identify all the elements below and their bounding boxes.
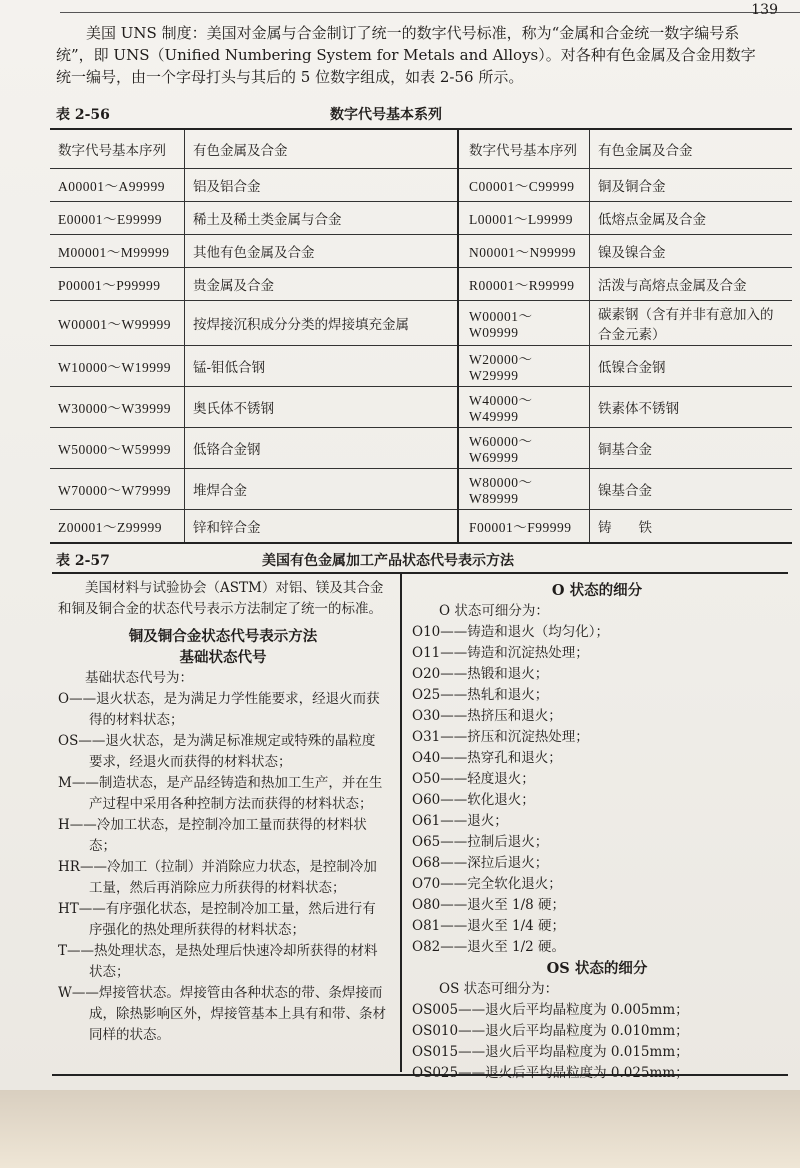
o-item: O10——铸造和退火（均匀化）； — [412, 624, 609, 640]
header-rule — [60, 12, 800, 13]
temper-item: M——制造状态，是产品经铸造和热加工生产，并在生产过程中采用各种控制方法而获得的材料状态； — [58, 775, 383, 812]
table-row — [50, 301, 792, 346]
temper-item: T——热处理状态，是热处理后快速冷却所获得的材料状态； — [58, 943, 378, 980]
code-cell: E00001～E99999 — [50, 202, 185, 235]
alloy-cell: 其他有色金属及合金 — [185, 235, 459, 268]
basic-temper-lead: 基础状态代号为： — [85, 670, 193, 686]
table-row — [50, 469, 792, 510]
code-cell: W10000～W19999 — [50, 346, 185, 387]
table2-title: 美国有色金属加工产品状态代号表示方法 — [262, 553, 514, 569]
o-subdivision-lead: O 状态可细分为： — [439, 603, 549, 619]
o-item: O40——热穿孔和退火； — [412, 750, 562, 766]
code-cell: W20000～W29999 — [458, 346, 590, 387]
os-item: OS010——退火后平均晶粒度为 0.010mm； — [412, 1023, 689, 1039]
os-item: OS025——退火后平均晶粒度为 0.025mm； — [412, 1065, 689, 1081]
code-cell: W30000～W39999 — [50, 387, 185, 428]
alloy-cell: 低铬合金钢 — [185, 428, 459, 469]
column-divider — [400, 572, 402, 1072]
o-item: O65——拉制后退火； — [412, 834, 549, 850]
code-cell: W00001～W99999 — [50, 301, 185, 346]
o-item: O70——完全软化退火； — [412, 876, 562, 892]
table2-number: 表 2-57 — [56, 553, 110, 569]
o-item: O61——退火； — [412, 813, 508, 829]
code-cell: F00001～F99999 — [458, 510, 590, 544]
code-cell: L00001～L99999 — [458, 202, 590, 235]
temper-item: HT——有序强化状态，是控制冷加工量，然后进行有序强化的热处理所获得的材料状态； — [58, 901, 376, 938]
o-item: O80——退火至 1/8 硬； — [412, 897, 566, 913]
code-cell: M00001～M99999 — [50, 235, 185, 268]
alloy-cell: 活泼与高熔点金属及合金 — [590, 268, 793, 301]
alloy-cell: 铜基合金 — [590, 428, 793, 469]
table-header-row — [50, 129, 792, 169]
alloy-cell: 低镍合金钢 — [590, 346, 793, 387]
alloy-cell: 镍及镍合金 — [590, 235, 793, 268]
table-row — [50, 428, 792, 469]
table-2-56 — [50, 128, 792, 544]
alloy-cell: 锌和锌合金 — [185, 510, 459, 544]
alloy-cell: 低熔点金属及合金 — [590, 202, 793, 235]
os-subdivision-heading: OS 状态的细分 — [546, 960, 648, 977]
os-subdivision-lead: OS 状态可细分为： — [439, 981, 559, 997]
code-cell: W70000～W79999 — [50, 469, 185, 510]
basic-temper-heading: 基础状态代号 — [179, 649, 267, 666]
os-item: OS015——退火后平均晶粒度为 0.015mm； — [412, 1044, 689, 1060]
temper-item: H——冷加工状态，是控制冷加工量而获得的材料状态； — [58, 817, 367, 854]
code-cell: W40000～W49999 — [458, 387, 590, 428]
alloy-cell: 稀土及稀土类金属与合金 — [185, 202, 459, 235]
table-row — [50, 235, 792, 268]
alloy-cell: 铝及铝合金 — [185, 169, 459, 202]
alloy-cell: 镍基合金 — [590, 469, 793, 510]
alloy-cell: 奥氏体不锈钢 — [185, 387, 459, 428]
copper-heading: 铜及铜合金状态代号表示方法 — [128, 628, 318, 645]
o-item: O25——热轧和退火； — [412, 687, 549, 703]
table-row — [50, 268, 792, 301]
alloy-cell: 铸 铁 — [590, 510, 793, 544]
alloy-cell: 锰-钼低合钢 — [185, 346, 459, 387]
code-cell: W50000～W59999 — [50, 428, 185, 469]
alloy-cell: 铜及铜合金 — [590, 169, 793, 202]
page-shadow — [0, 1090, 800, 1168]
o-item: O20——热锻和退火； — [412, 666, 549, 682]
code-cell: P00001～P99999 — [50, 268, 185, 301]
o-item: O30——热挤压和退火； — [412, 708, 562, 724]
alloy-cell: 堆焊合金 — [185, 469, 459, 510]
table1-title: 数字代号基本系列 — [330, 107, 442, 123]
page-number: 139 — [751, 2, 778, 18]
astm-intro: 美国材料与试验协会（ASTM）对铝、镁及其合金和铜及铜合金的状态代号表示方法制定了统一的标准。 — [58, 580, 384, 617]
o-item: O31——挤压和沉淀热处理； — [412, 729, 589, 745]
table-row — [50, 169, 792, 202]
temper-item: OS——退火状态，是为满足标准规定或特殊的晶粒度要求，经退火而获得的材料状态； — [58, 733, 376, 770]
temper-item: HR——冷加工（拉制）并消除应力状态，是控制冷加工量，然后再消除应力所获得的材料状态； — [58, 859, 377, 896]
header-cell: 有色金属及合金 — [590, 129, 793, 169]
o-subdivision-heading: O 状态的细分 — [551, 582, 643, 599]
alloy-cell: 按焊接沉积成分分类的焊接填充金属 — [185, 301, 459, 346]
table-row — [50, 387, 792, 428]
o-item: O11——铸造和沉淀热处理； — [412, 645, 589, 661]
temper-item: W——焊接管状态。焊接管由各种状态的带、条焊接而成，除热影响区外，焊接管基本上具有和带、条材同样的状态。 — [58, 985, 387, 1043]
header-cell: 有色金属及合金 — [185, 129, 459, 169]
code-cell: W60000～W69999 — [458, 428, 590, 469]
code-cell: W80000～W89999 — [458, 469, 590, 510]
table-row — [50, 346, 792, 387]
alloy-cell: 铁素体不锈钢 — [590, 387, 793, 428]
temper-item: O——退火状态，是为满足力学性能要求，经退火而获得的材料状态； — [58, 691, 380, 728]
alloy-cell: 碳素钢（含有并非有意加入的合金元素） — [590, 301, 793, 346]
table2-right-column — [412, 580, 782, 1084]
code-cell: Z00001～Z99999 — [50, 510, 185, 544]
o-item: O60——软化退火； — [412, 792, 535, 808]
o-item: O68——深拉后退火； — [412, 855, 549, 871]
table1-number: 表 2-56 — [56, 107, 110, 123]
code-cell: A00001～A99999 — [50, 169, 185, 202]
table-row — [50, 202, 792, 235]
code-cell: R00001～R99999 — [458, 268, 590, 301]
o-item: O81——退火至 1/4 硬； — [412, 918, 566, 934]
table-row — [50, 510, 792, 544]
code-cell: N00001～N99999 — [458, 235, 590, 268]
table2-left-column — [58, 578, 388, 1046]
os-item: OS005——退火后平均晶粒度为 0.005mm； — [412, 1002, 689, 1018]
intro-paragraph: 美国 UNS 制度：美国对金属与合金制订了统一的数字代号标准，称为“金属和合金统一数字编号系统”，即 UNS（Unified Numbering System for Metals and Alloys）。对各种有色金属及合金用数字统一编号，由一个字母打头与其后的 5 位数字组成，如表 2-56 所示。 — [56, 24, 756, 86]
o-item: O50——轻度退火； — [412, 771, 535, 787]
code-cell: C00001～C99999 — [458, 169, 590, 202]
o-item: O82——退火至 1/2 硬。 — [412, 939, 566, 955]
header-cell: 数字代号基本序列 — [50, 129, 185, 169]
code-cell: W00001～W09999 — [458, 301, 590, 346]
alloy-cell: 贵金属及合金 — [185, 268, 459, 301]
header-cell: 数字代号基本序列 — [458, 129, 590, 169]
